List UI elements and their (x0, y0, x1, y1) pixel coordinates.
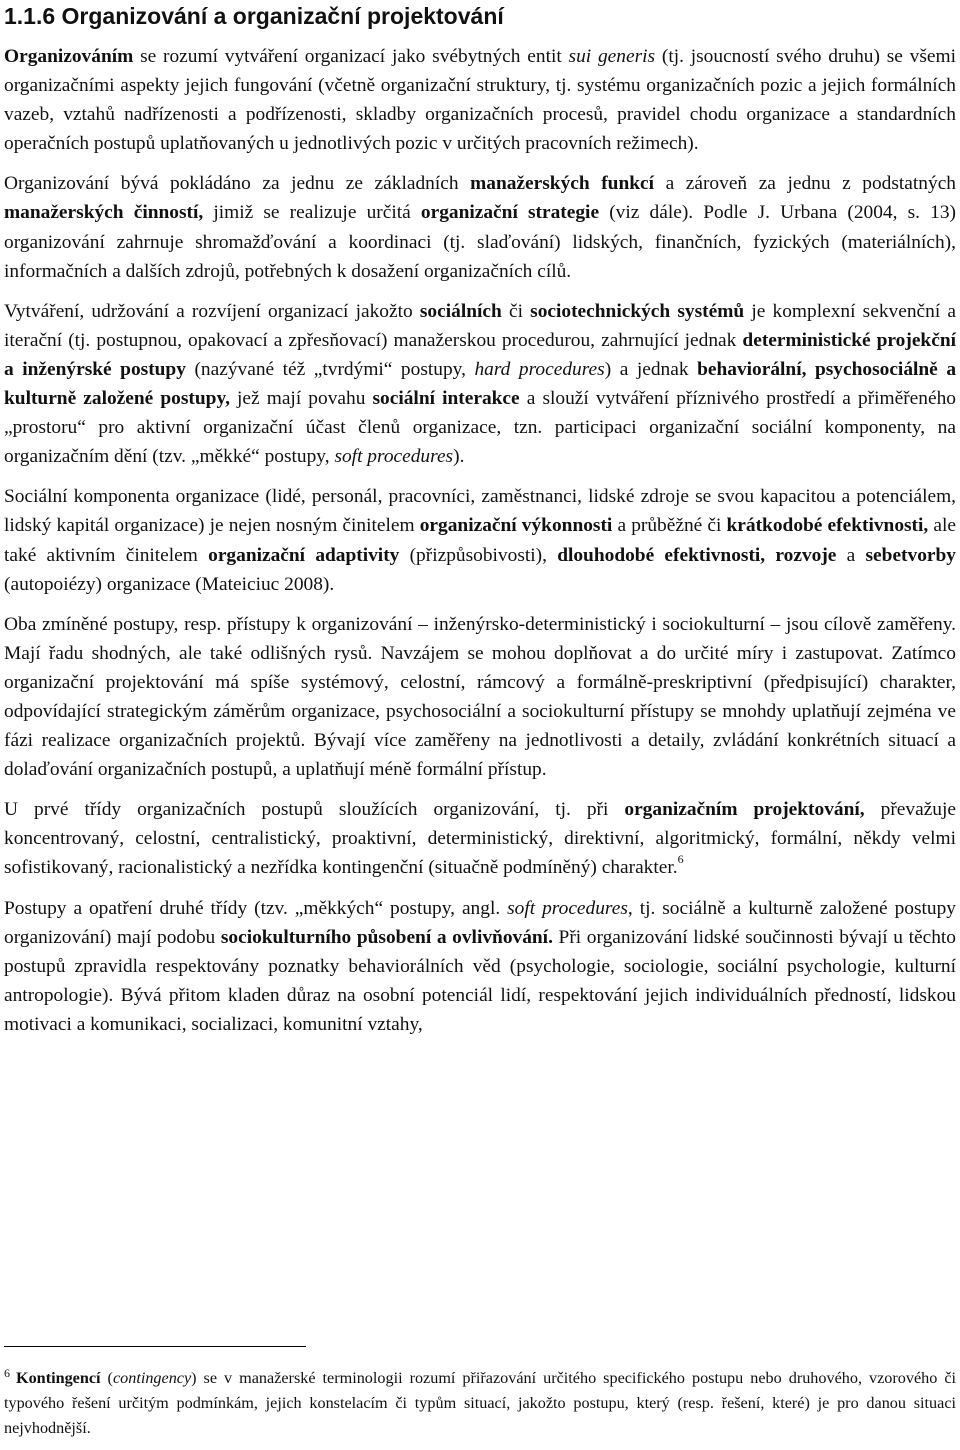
text-run: jimiž se realizuje určitá (203, 202, 421, 224)
text-run: ( (100, 1369, 113, 1387)
text-run: převažuje koncentrovaný, celostní, centralistický, proaktivní, deterministický, direktivní, algoritmický, formální, někdy velmi sofistikovaný, racionalistický a nezřídka kontingenční (situačně podmíněný) charakter. (4, 799, 956, 879)
italic-term: hard procedures (474, 358, 605, 380)
text-run: Sociální komponenta organizace (lidé, personál, pracovníci, zaměstnanci, lidské zdroje se svou kapacitou a potenciálem, lidský kapitál organizace) je nejen nosným činitelem (4, 486, 956, 537)
paragraph-5 (4, 610, 956, 785)
text-run: se rozumí vytváření organizací jako svébytných entit (133, 46, 569, 67)
paragraph-6 (4, 795, 956, 882)
footnote-reference[interactable]: 6 (677, 852, 684, 867)
text-run: ) se v manažerské terminologii rozumí přiřazování určitého specifického postupu nebo druhového, vzorového či typového řešení určitým podmínkám, jejich konstelacím či typům situací, jakožto postupu, který (resp. řešení, které) je pro danou situaci nejvhodnější. (4, 1369, 957, 1437)
text-run: Vytváření, udržování a rozvíjení organizací jakožto (4, 300, 420, 322)
text-run: Postupy a opatření druhé třídy (tzv. „měkkých“ postupy, angl. (4, 897, 508, 919)
bold-term: organizační strategie (420, 202, 600, 224)
text-run: ale také aktivním činitelem (4, 515, 956, 566)
text-run: jež mají povahu (229, 388, 373, 410)
text-run: (přizpůsobivosti), (399, 544, 558, 566)
bold-term: Organizováním (4, 46, 134, 67)
bold-term: Kontingencí (16, 1369, 101, 1387)
bold-term: sociálních (419, 300, 502, 322)
bold-term: manažerských činností, (4, 202, 204, 224)
text-run: (viz dále). Podle J. Urbana (2004, s. 13) organizování zahrnuje shromažďování a koordinaci (tj. slaďování) lidských, finančních, fyzických (materiálních), informačních a dalších zdrojů, potřebných k dosažení organizačních cílů. (4, 202, 957, 282)
bold-term: deterministické projekční a inženýrské postupy (4, 329, 956, 380)
text-run: a zároveň za jednu z podstatných (654, 173, 956, 195)
bold-term: organizačním projektování, (624, 799, 865, 821)
text-run: ). (453, 446, 465, 468)
paragraph-4 (4, 482, 956, 598)
text-run: Při organizování lidské součinnosti bývají u těchto postupů zpravidla respektovány poznatky behaviorálních věd (psychologie, sociologie, sociální psychologie, kulturní antropologie). Bývá přitom kladen důraz na osobní potenciál lidí, respektování jejich individuálních předností, lidskou motivaci a komunikaci, socializaci, komunitní vztahy, (4, 926, 956, 1035)
paragraph-3 (4, 297, 956, 472)
italic-term: soft procedures (334, 446, 454, 468)
text-run: a (836, 544, 866, 566)
footnote-number: 6 (4, 1366, 10, 1380)
paragraph-1 (4, 42, 956, 158)
text-run: Organizování bývá pokládáno za jednu ze základních (4, 173, 471, 195)
text-run: Oba zmíněné postupy, resp. přístupy k organizování – inženýrsko-deterministický i sociokulturní – jsou cílově zaměřeny. Mají řadu shodných, ale také odlišných rysů. Navzájem se mohou doplňovat a do určité míry i zastupovat. Zatímco organizační projektování má spíše systémový, celostní, rámcový a formálně-preskriptivní (předpisující) charakter, odpovídající strategickým záměrům organizace, psychosociální a sociokulturní přístupy se mnohdy uplatňují zejména ve fázi realizace organizačních projektů. Bývají více zaměřeny na jednotlivosti a detaily, zvládání konkrétních situací a dolaďování organizačních postupů, a uplatňují méně formální přístup. (4, 613, 956, 781)
text-run: a slouží vytváření příznivého prostředí a přiměřeného „prostoru“ pro aktivní organizační účast členů organizace, tzn. participaci organizační sociální komponenty, na organizačním dění (tzv. „měkké“ postupy, (4, 388, 956, 468)
section-heading: 1.1.6 Organizování a organizační projektování (4, 3, 504, 29)
footnote-separator (4, 1346, 306, 1347)
bold-term: sociální interakce (372, 388, 520, 410)
footnote (4, 1366, 956, 1441)
text-run: (tj. jsoucností svého druhu) se všemi organizačními aspekty jejich fungování (včetně organizační struktury, tj. systému organizačních pozic a jejich formálních vazeb, vztahů nadřízenosti a podřízenosti, skladby organizačních procesů, pravidel chodu organizace a standardních operačních postupů uplatňovaných u jednotlivých pozic v určitých pracovních režimech). (4, 46, 956, 155)
text-run: či (501, 300, 531, 322)
bold-term: dlouhodobé efektivnosti, rozvoje (557, 544, 837, 566)
bold-term: sebetvorby (865, 544, 956, 566)
text-run: ) a jednak (604, 358, 698, 380)
text-run: , tj. sociálně a kulturně založené postupy organizování) mají podobu (4, 897, 956, 948)
text-run: je komplexní sekvenční a iterační (tj. postupnou, opakovací a zpřesňovací) manažerskou procedurou, zahrnující jednak (4, 300, 956, 351)
bold-term: sociokulturního působení a ovlivňování. (220, 926, 553, 948)
italic-term: sui generis (568, 46, 656, 67)
text-run: U prvé třídy organizačních postupů sloužících organizování, tj. při (4, 799, 625, 821)
bold-term: sociotechnických systémů (530, 300, 745, 322)
bold-term: organizační výkonnosti (419, 515, 613, 537)
italic-term: soft procedures (507, 897, 628, 919)
text-run: (nazývané též „tvrdými“ postupy, (185, 358, 475, 380)
paragraph-7 (4, 894, 956, 1039)
bold-term: organizační adaptivity (208, 544, 400, 566)
bold-term: krátkodobé efektivnosti, (726, 515, 929, 537)
text-run: (autopoiézy) organizace (Mateiciuc 2008). (4, 573, 335, 595)
paragraph-2 (4, 169, 956, 285)
text-run: a průběžné či (612, 515, 727, 537)
bold-term: manažerských funkcí (470, 173, 655, 195)
italic-term: contingency (112, 1369, 192, 1387)
bold-term: behaviorální, psychosociálně a kulturně založené postupy, (4, 358, 957, 410)
